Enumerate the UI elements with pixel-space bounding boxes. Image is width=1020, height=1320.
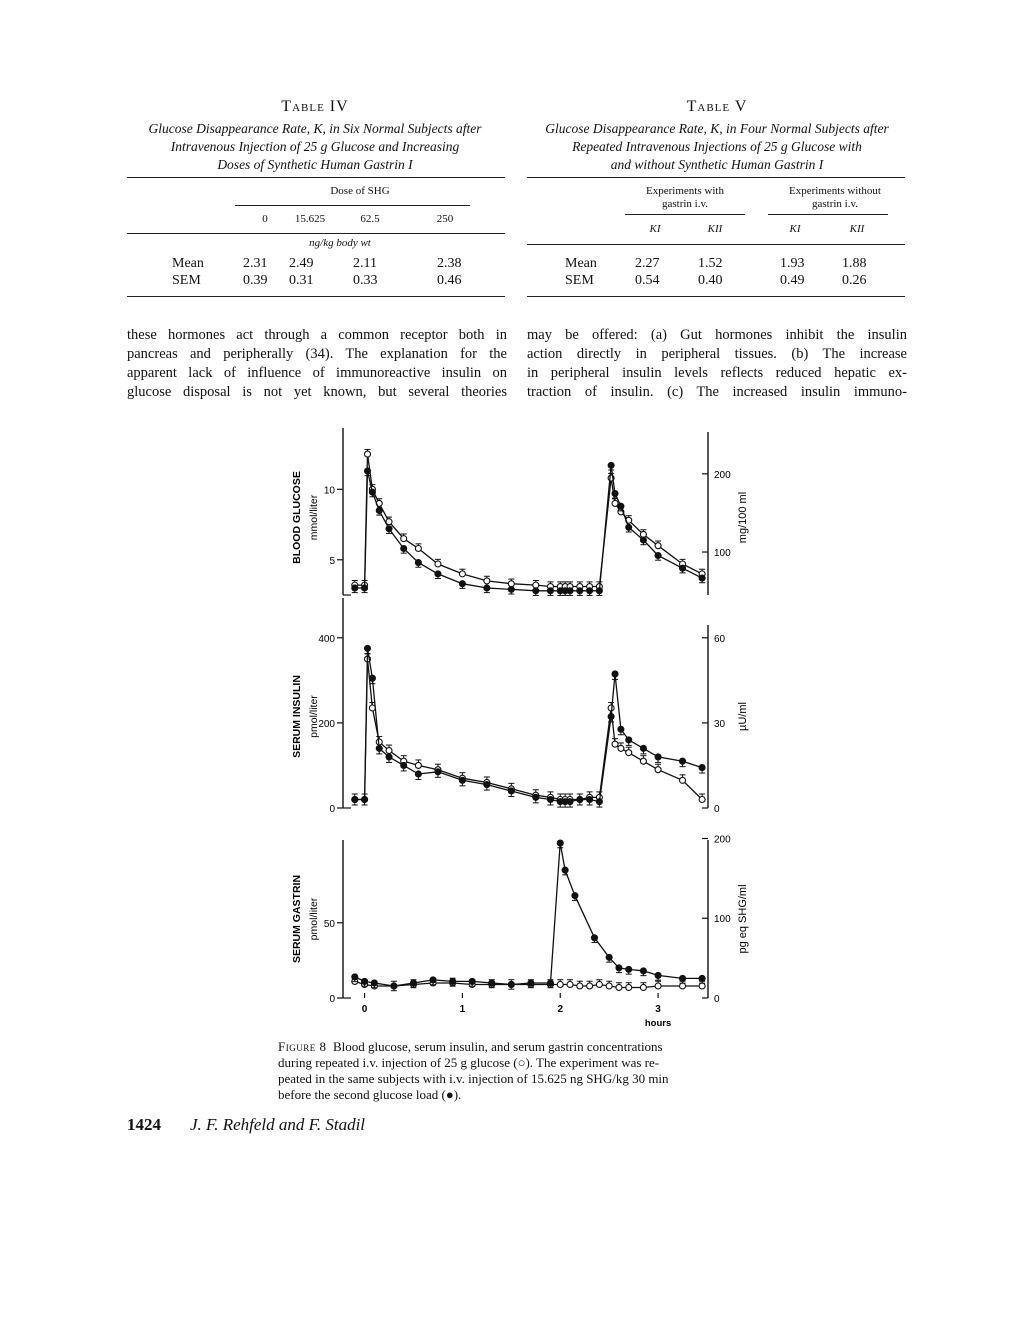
- data-point: [606, 954, 612, 960]
- table5-row-label: Mean: [565, 256, 597, 271]
- data-point: [410, 980, 416, 986]
- running-footer-authors: J. F. Rehfeld and F. Stadil: [190, 1115, 366, 1134]
- data-point: [587, 983, 593, 989]
- series-line: [355, 465, 702, 590]
- table4-cell: 0.46: [437, 273, 462, 288]
- data-point: [508, 788, 514, 794]
- data-point: [415, 762, 421, 768]
- data-point: [612, 741, 618, 747]
- x-axis-label: hours: [644, 1018, 672, 1029]
- data-point: [401, 546, 407, 552]
- x-tick-label: 0: [361, 1004, 368, 1015]
- table5-cell: 1.93: [780, 256, 805, 271]
- series-line: [355, 659, 702, 800]
- y-tick-label-right: 0: [714, 804, 720, 815]
- table4-cell: 2.38: [437, 256, 462, 271]
- y-axis-unit: mmol/liter: [308, 494, 320, 541]
- table4-cell: 2.31: [243, 256, 268, 271]
- data-point: [376, 745, 382, 751]
- data-point: [352, 974, 358, 980]
- table4-cell: 0.39: [243, 273, 268, 288]
- table5-col-header: KII: [849, 223, 865, 235]
- y-axis-label: SERUM GASTRIN: [291, 874, 303, 964]
- data-point: [567, 588, 573, 594]
- data-point: [528, 980, 534, 986]
- data-point: [391, 983, 397, 989]
- data-point: [640, 745, 646, 751]
- data-point: [386, 526, 392, 532]
- y-tick-label-left: 0: [329, 804, 335, 815]
- data-point: [365, 645, 371, 651]
- data-point: [352, 796, 358, 802]
- data-point: [640, 968, 646, 974]
- chart-panel-1: [291, 598, 749, 815]
- table5-group-without: Experiments without gastrin i.v.: [789, 185, 881, 210]
- data-point: [640, 758, 646, 764]
- data-point: [591, 935, 597, 941]
- y-tick-label-left: 400: [318, 633, 335, 645]
- data-point: [699, 796, 705, 802]
- body-text-left: these hormones act through a common receptor both in pancreas and peripherally (34). The explanation for the apparent lack of influence of immunoreactive insulin on glucose disposal is not yet known, but several theories: [127, 327, 507, 400]
- data-point: [655, 553, 661, 559]
- data-point: [618, 726, 624, 732]
- table5-col-header: KII: [707, 223, 723, 235]
- y-tick-label-left: 50: [323, 918, 335, 930]
- data-point: [362, 796, 368, 802]
- data-point: [655, 767, 661, 773]
- y-tick-label-right: 0: [714, 994, 720, 1005]
- x-tick-label: 3: [655, 1004, 661, 1015]
- data-point: [547, 796, 553, 802]
- table5-cell: 0.54: [635, 273, 660, 288]
- data-point: [577, 588, 583, 594]
- data-point: [606, 983, 612, 989]
- data-point: [386, 754, 392, 760]
- data-point: [376, 507, 382, 513]
- figure-caption: Figure 8 Blood glucose, serum insulin, and serum gastrin concentrations during repeated i.v. injection of 25 g glucose (○). The experiment was re- peated in the same subjects with i.v. injection of 15.625 ng SHG/kg 30 min before the second glucose load (●).: [278, 1039, 669, 1102]
- table4-row-label: Mean: [172, 256, 204, 271]
- data-point: [680, 983, 686, 989]
- data-point: [484, 782, 490, 788]
- table5-cell: 0.26: [842, 273, 867, 288]
- data-point: [533, 794, 539, 800]
- table4-cell: 0.31: [289, 273, 314, 288]
- data-point: [484, 578, 490, 584]
- y-tick-label-right: 200: [714, 834, 731, 846]
- body-text-right: may be offered: (a) Gut hormones inhibit the insulin action directly in peripheral tissues. (b) The increase in peripheral insulin levels reflects reduced hepatic ex- traction of insulin. (c) The increased insulin immuno-: [527, 327, 907, 400]
- table4-label: Table IV: [281, 98, 349, 115]
- data-point: [415, 560, 421, 566]
- data-point: [401, 762, 407, 768]
- data-point: [557, 981, 563, 987]
- y-tick-label-left: 0: [329, 994, 335, 1005]
- y-tick-label-right: 30: [714, 718, 726, 730]
- data-point: [415, 546, 421, 552]
- x-tick-label: 2: [557, 1004, 564, 1015]
- data-point: [655, 543, 661, 549]
- data-point: [618, 745, 624, 751]
- data-point: [469, 978, 475, 984]
- data-point: [365, 468, 371, 474]
- y-axis-unit: pmol/liter: [308, 695, 320, 738]
- data-point: [608, 462, 614, 468]
- table5-row-label: SEM: [565, 273, 594, 288]
- data-point: [430, 977, 436, 983]
- data-point: [415, 771, 421, 777]
- chart-panel-2: [291, 834, 749, 1005]
- data-point: [577, 983, 583, 989]
- chart-panel-0: [291, 428, 749, 595]
- table4-cell: 2.11: [353, 256, 377, 271]
- table5-group-with: Experiments with gastrin i.v.: [646, 185, 724, 210]
- y-tick-label-right: 100: [714, 548, 731, 560]
- data-point: [640, 984, 646, 990]
- data-point: [567, 981, 573, 987]
- data-point: [680, 975, 686, 981]
- data-point: [508, 586, 514, 592]
- data-point: [577, 796, 583, 802]
- y-tick-label-left: 5: [329, 555, 335, 567]
- data-point: [626, 750, 632, 756]
- data-point: [533, 588, 539, 594]
- y-axis-label-right: µU/ml: [737, 702, 749, 731]
- data-point: [435, 769, 441, 775]
- data-point: [562, 867, 568, 873]
- data-point: [435, 561, 441, 567]
- data-point: [450, 978, 456, 984]
- data-point: [612, 671, 618, 677]
- data-point: [557, 840, 563, 846]
- data-point: [572, 893, 578, 899]
- series-filled: [352, 462, 705, 595]
- data-point: [699, 983, 705, 989]
- y-axis-label: SERUM INSULIN: [291, 675, 303, 758]
- data-point: [459, 777, 465, 783]
- data-point: [618, 503, 624, 509]
- y-axis-label-right: pg eq SHG/ml: [737, 884, 749, 954]
- table4-unit: ng/kg body wt: [309, 237, 371, 249]
- table4-group-header: Dose of SHG: [330, 185, 390, 197]
- data-point: [362, 585, 368, 591]
- x-tick-label: 1: [459, 1004, 466, 1015]
- table4-col-header: 62.5: [360, 213, 380, 225]
- series-line: [355, 454, 702, 586]
- data-point: [640, 537, 646, 543]
- table4-cell: 2.49: [289, 256, 314, 271]
- data-point: [547, 980, 553, 986]
- series-line: [355, 648, 702, 801]
- figure-caption-label: Figure 8: [278, 1039, 327, 1054]
- y-tick-label-left: 10: [323, 485, 335, 497]
- table5-cell: 0.49: [780, 273, 805, 288]
- table5-cell: 2.27: [635, 256, 660, 271]
- data-point: [547, 588, 553, 594]
- table5-col-header: KI: [789, 223, 801, 235]
- data-point: [626, 984, 632, 990]
- data-point: [587, 588, 593, 594]
- data-point: [369, 489, 375, 495]
- data-point: [699, 975, 705, 981]
- table5-cell: 0.40: [698, 273, 723, 288]
- data-point: [612, 500, 618, 506]
- data-point: [596, 799, 602, 805]
- series-line: [355, 843, 702, 986]
- data-point: [655, 972, 661, 978]
- data-point: [626, 737, 632, 743]
- y-axis-unit: pmol/liter: [308, 897, 320, 941]
- y-tick-label-left: 200: [318, 718, 335, 730]
- data-point: [459, 571, 465, 577]
- y-axis-label-right: mg/100 ml: [737, 491, 749, 544]
- data-point: [484, 585, 490, 591]
- series-open: [352, 449, 705, 589]
- data-point: [459, 581, 465, 587]
- data-point: [489, 980, 495, 986]
- series-filled: [352, 840, 705, 991]
- data-point: [508, 981, 514, 987]
- table5-cell: 1.88: [842, 256, 867, 271]
- data-point: [699, 765, 705, 771]
- data-point: [401, 536, 407, 542]
- table4-col-header: 250: [436, 213, 454, 225]
- data-point: [596, 588, 602, 594]
- data-point: [608, 714, 614, 720]
- data-point: [587, 796, 593, 802]
- data-point: [616, 965, 622, 971]
- series-open: [352, 654, 705, 803]
- table4-col-header: 15.625: [294, 213, 326, 225]
- data-point: [680, 758, 686, 764]
- data-point: [567, 799, 573, 805]
- table5-caption: Glucose Disappearance Rate, K, in Four Normal Subjects after Repeated Intravenous Injections of 25 g Glucose with and without Synthetic Human Gastrin I: [545, 121, 889, 172]
- table5-label: Table V: [686, 98, 748, 115]
- page-number: 1424: [127, 1115, 161, 1134]
- data-point: [655, 983, 661, 989]
- y-tick-label-right: 60: [714, 633, 726, 645]
- data-point: [362, 978, 368, 984]
- table5-cell: 1.52: [698, 256, 723, 271]
- y-tick-label-right: 100: [714, 914, 731, 926]
- series-filled: [352, 645, 705, 807]
- data-point: [386, 748, 392, 754]
- data-point: [626, 966, 632, 972]
- table4-col-header: 0: [262, 213, 268, 225]
- data-point: [699, 575, 705, 581]
- data-point: [369, 675, 375, 681]
- table5-col-header: KI: [649, 223, 661, 235]
- data-point: [596, 981, 602, 987]
- y-axis-label: BLOOD GLUCOSE: [291, 471, 303, 564]
- data-point: [435, 571, 441, 577]
- data-point: [680, 777, 686, 783]
- table4-row-label: SEM: [172, 273, 201, 288]
- data-point: [655, 754, 661, 760]
- data-point: [626, 524, 632, 530]
- data-point: [352, 585, 358, 591]
- y-tick-label-right: 200: [714, 469, 731, 481]
- data-point: [612, 491, 618, 497]
- table4-cell: 0.33: [353, 273, 378, 288]
- data-point: [371, 980, 377, 986]
- data-point: [616, 984, 622, 990]
- table4-caption: Glucose Disappearance Rate, K, in Six Normal Subjects after Intravenous Injection of 25 g Glucose and Increasing Doses of Synthetic Human Gastrin I: [148, 121, 482, 172]
- data-point: [365, 451, 371, 457]
- data-point: [680, 565, 686, 571]
